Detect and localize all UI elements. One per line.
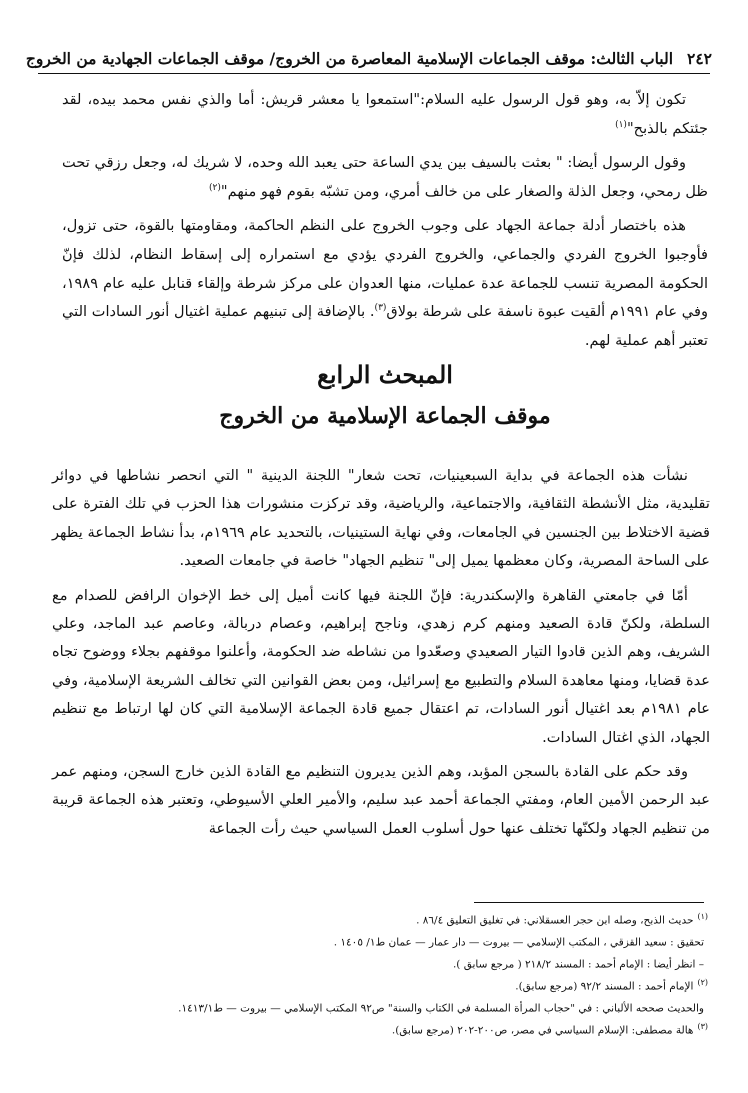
footnote-separator bbox=[474, 902, 704, 903]
paragraph: وقد حكم على القادة بالسجن المؤبد، وهم الذين يديرون التنظيم مع القادة الذين خارج السجن، ومنهم عمر عبد الرحمن الأمين العام، ومفتي الجماعة أحمد عبد سليم، والأمير العلي الأسيوطي، وتعتبر هذه الجماعة قريبة من تنظيم الجهاد ولكنّها تختلف عنها حول أسلوب العمل السياسي حيث رأت الجماعة bbox=[52, 763, 710, 837]
footnotes bbox=[90, 908, 708, 1041]
paragraph-text: . بالإضافة إلى تبنيهم عملية اغتيال أنور السادات التي تعتبر أهم عملية لهم. bbox=[62, 303, 708, 349]
body-text-top bbox=[62, 86, 708, 355]
header-rule bbox=[38, 73, 710, 74]
paragraph bbox=[62, 149, 708, 206]
footnote-text: تحقيق : سعيد القزقي ، المكتب الإسلامي — بيروت — دار عمار — عمان ط١/ ١٤٠٥ . bbox=[333, 936, 704, 949]
footnote-text: والحديث صححه الألباني : في "حجاب المرأة المسلمة في الكتاب والسنة" ص٩٢ المكتب الإسلامي — بيروت — ط١٤١٣/١. bbox=[178, 1002, 704, 1015]
footnote-text: الإمام أحمد : المسند ٩٢/٢ (مرجع سابق). bbox=[515, 980, 694, 993]
footnote bbox=[90, 1018, 708, 1040]
body-text-main bbox=[52, 462, 710, 843]
footnote-mark: (٢) bbox=[209, 182, 221, 193]
paragraph-text: هذه باختصار أدلة جماعة الجهاد على وجوب الخروج على النظم الحاكمة، ومقاومتها بالقوة، حتى تزول، فأوجبوا الخروج الفردي والجماعي، والخروج الفردي يؤدي مع استمراره إلى إسقاط النظام، لذلك فإنّ الحكومة المصرية تنسب للجماعة عدة عمليات، منها العدوان على مركز شرطة وإلقاء قنابل عليه عام ١٩٨٩، وفي عام ١٩٩١م ألقيت عبوة ناسفة على شرطة بولاق bbox=[62, 217, 708, 321]
running-header bbox=[25, 36, 712, 70]
footnote-text: حديث الذبح، وصله ابن حجر العسقلاني: في تغليق التعليق ٨٦/٤ . bbox=[416, 914, 694, 927]
footnote-text: – انظر أيضا : الإمام أحمد : المسند ٢١٨/٢ ( مرجع سابق ). bbox=[452, 958, 704, 971]
footnote bbox=[90, 930, 708, 952]
footnote-mark: (١) bbox=[615, 119, 627, 130]
footnote bbox=[90, 908, 708, 930]
paragraph-text: تكون إلاّ به، وهو قول الرسول عليه السلام:"استمعوا يا معشر قريش: أما والذي نفس محمد بيده، لقد جئتكم بالذبح" bbox=[62, 91, 708, 137]
page-number: ٢٤٢ bbox=[687, 49, 712, 68]
footnote bbox=[90, 974, 708, 996]
paragraph bbox=[62, 212, 708, 355]
footnote-number: (١) bbox=[697, 912, 708, 921]
footnote bbox=[90, 996, 708, 1018]
header-title: الباب الثالث: موقف الجماعات الإسلامية المعاصرة من الخروج/ موقف الجماعات الجهادية من الخروج bbox=[25, 49, 674, 68]
footnote-number: (٣) bbox=[697, 1022, 708, 1032]
paragraph bbox=[62, 86, 708, 143]
footnote bbox=[90, 952, 708, 974]
footnote-text: هالة مصطفى: الإسلام السياسي في مصر، ص٢٠٠-٢٠٢ (مرجع سابق). bbox=[391, 1024, 694, 1037]
paragraph: نشأت هذه الجماعة في بداية السبعينيات، تحت شعار" اللجنة الدينية " التي انحصر نشاطها في دوائر تقليدية، مثل الأنشطة الثقافية، والاجتماعية، والرياضية، وقد تركزت منشورات هذا الحزب في تلك الفترة على قضية الاختلاط بين الجنسين في الجامعات، وفي نهاية الستينيات، بالتحديد عام ١٩٦٩م، بدأ نشاط الجماعة يظهر على الساحة المصرية، وكان معظمها يميل إلى" تنظيم الجهاد" خاصة في جامعات الصعيد. bbox=[52, 467, 710, 570]
paragraph: أمّا في جامعتي القاهرة والإسكندرية: فإنّ اللجنة فيها كانت أميل إلى خط الإخوان الرافض للصدام مع السلطة، ولكنّ قادة الصعيد ومنهم كرم زهدي، وناجح إبراهيم، وعصام دربالة، وعاصم عبد الماجد، وعلي الشريف، وهم الذين قادوا التيار الصعيدي وصعّدوا من نشاطه ضد الحكومة، وأعلنوا موقفهم بجلاء ووضوح تجاه عدة قضايا، ومنها معاهدة السلام والتطبيع مع إسرائيل، ومن بعض القوانين التي تخالف الشريعة الإسلامية، وفي عام ١٩٨١م بعد اغتيال أنور السادات، تم اعتقال جميع قادة الجماعة الإسلامية التي كان لها ارتباط مع تنظيم الجهاد، الذي اغتال السادات. bbox=[52, 586, 710, 746]
footnote-number: (٢) bbox=[697, 978, 708, 988]
section-heading: المبحث الرابع bbox=[317, 360, 453, 389]
footnote-mark: (٣) bbox=[374, 303, 387, 314]
section-subheading: موقف الجماعة الإسلامية من الخروج bbox=[219, 403, 551, 429]
paragraph-text: وقول الرسول أيضا: " بعثت بالسيف بين يدي الساعة حتى يعبد الله وحده، لا شريك له، وجعل رزقي تحت ظل رمحي، وجعل الذلة والصغار على من خالف أمري، ومن تشبّه بقوم فهو منهم" bbox=[62, 154, 708, 200]
